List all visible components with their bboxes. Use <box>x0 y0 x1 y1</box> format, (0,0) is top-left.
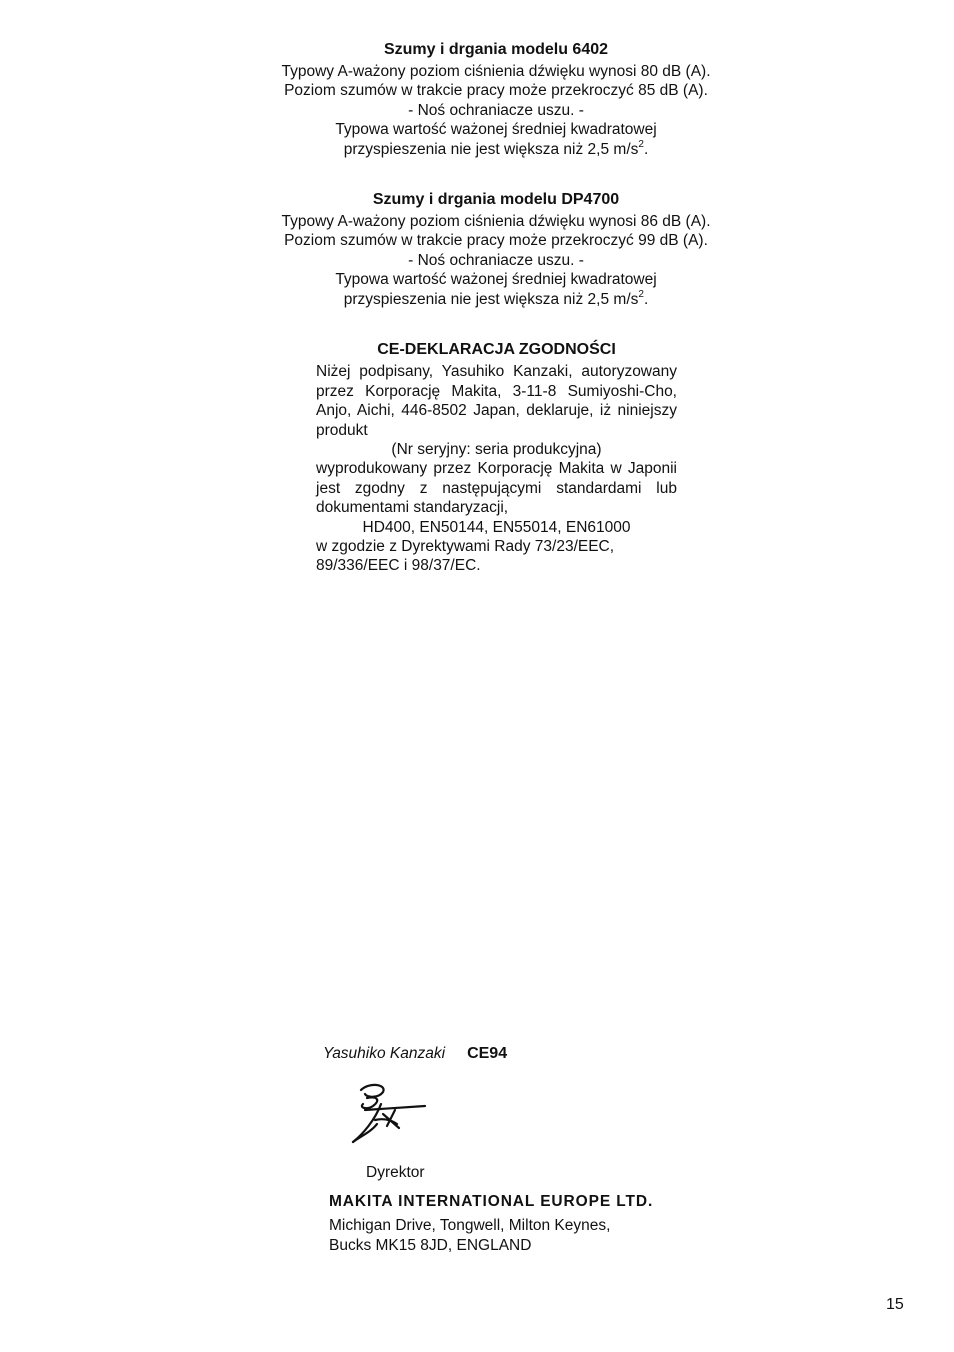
noise-line: Poziom szumów w trakcie pracy może przekroczyć 99 dB (A). <box>284 232 708 249</box>
page-number: 15 <box>886 1296 904 1313</box>
noise-line-end: . <box>643 290 649 308</box>
section-title: Szumy i drgania modelu 6402 <box>383 41 609 58</box>
company-name: MAKITA INTERNATIONAL EUROPE LTD. <box>329 1193 654 1210</box>
signer-name: Yasuhiko Kanzaki <box>323 1045 446 1062</box>
noise-line-end: . <box>643 140 649 158</box>
directives-line: w zgodzie z Dyrektywami Rady 73/23/EEC, <box>316 538 615 556</box>
signer-line <box>323 1045 507 1063</box>
noise-line: Typowy A-ważony poziom ciśnienia dźwięku wynosi 80 dB (A). <box>281 62 711 80</box>
noise-line <box>236 140 756 160</box>
superscript: 2 <box>638 288 644 300</box>
noise-line: Typowa wartość ważonej średniej kwadratowej <box>335 121 657 138</box>
noise-section-dp4700 <box>236 190 756 309</box>
noise-section-6402 <box>236 40 756 159</box>
signer-role: Dyrektor <box>366 1164 425 1181</box>
address-line: Bucks MK15 8JD, ENGLAND <box>329 1236 532 1254</box>
section-title: CE-DEKLARACJA ZGODNOŚCI <box>377 341 616 358</box>
serial-line: (Nr seryjny: seria produkcyjna) <box>391 441 602 459</box>
signature-image <box>347 1080 433 1146</box>
noise-line: - Noś ochraniacze uszu. - <box>408 101 584 119</box>
ce-code: CE94 <box>467 1045 508 1062</box>
declaration-paragraph: wyprodukowany przez Korporację Makita w Japonii jest zgodny z następującymi standardami lub dokumentami standaryzacji, <box>316 460 677 517</box>
ce-declaration-section <box>316 340 677 576</box>
directives-line: 89/336/EEC i 98/37/EC. <box>316 557 481 575</box>
noise-line-text: przyspieszenia nie jest większa niż 2,5 m/s <box>343 140 639 158</box>
company-address <box>329 1216 610 1255</box>
noise-line <box>236 290 756 310</box>
declaration-paragraph: Niżej podpisany, Yasuhiko Kanzaki, autoryzowany przez Korporację Makita, 3-11-8 Sumiyoshi-Cho, Anjo, Aichi, 446-8502 Japan, deklaruje, iż niniejszy produkt <box>316 363 677 439</box>
noise-line-text: przyspieszenia nie jest większa niż 2,5 m/s <box>343 290 639 308</box>
noise-line: Poziom szumów w trakcie pracy może przekroczyć 85 dB (A). <box>284 82 708 99</box>
noise-line: - Noś ochraniacze uszu. - <box>408 251 584 269</box>
address-line: Michigan Drive, Tongwell, Milton Keynes, <box>329 1217 611 1234</box>
superscript: 2 <box>638 138 644 150</box>
noise-line: Typowy A-ważony poziom ciśnienia dźwięku wynosi 86 dB (A). <box>281 212 711 230</box>
section-title: Szumy i drgania modelu DP4700 <box>372 191 620 208</box>
noise-line: Typowa wartość ważonej średniej kwadratowej <box>335 271 657 288</box>
standards-line: HD400, EN50144, EN55014, EN61000 <box>362 518 631 536</box>
